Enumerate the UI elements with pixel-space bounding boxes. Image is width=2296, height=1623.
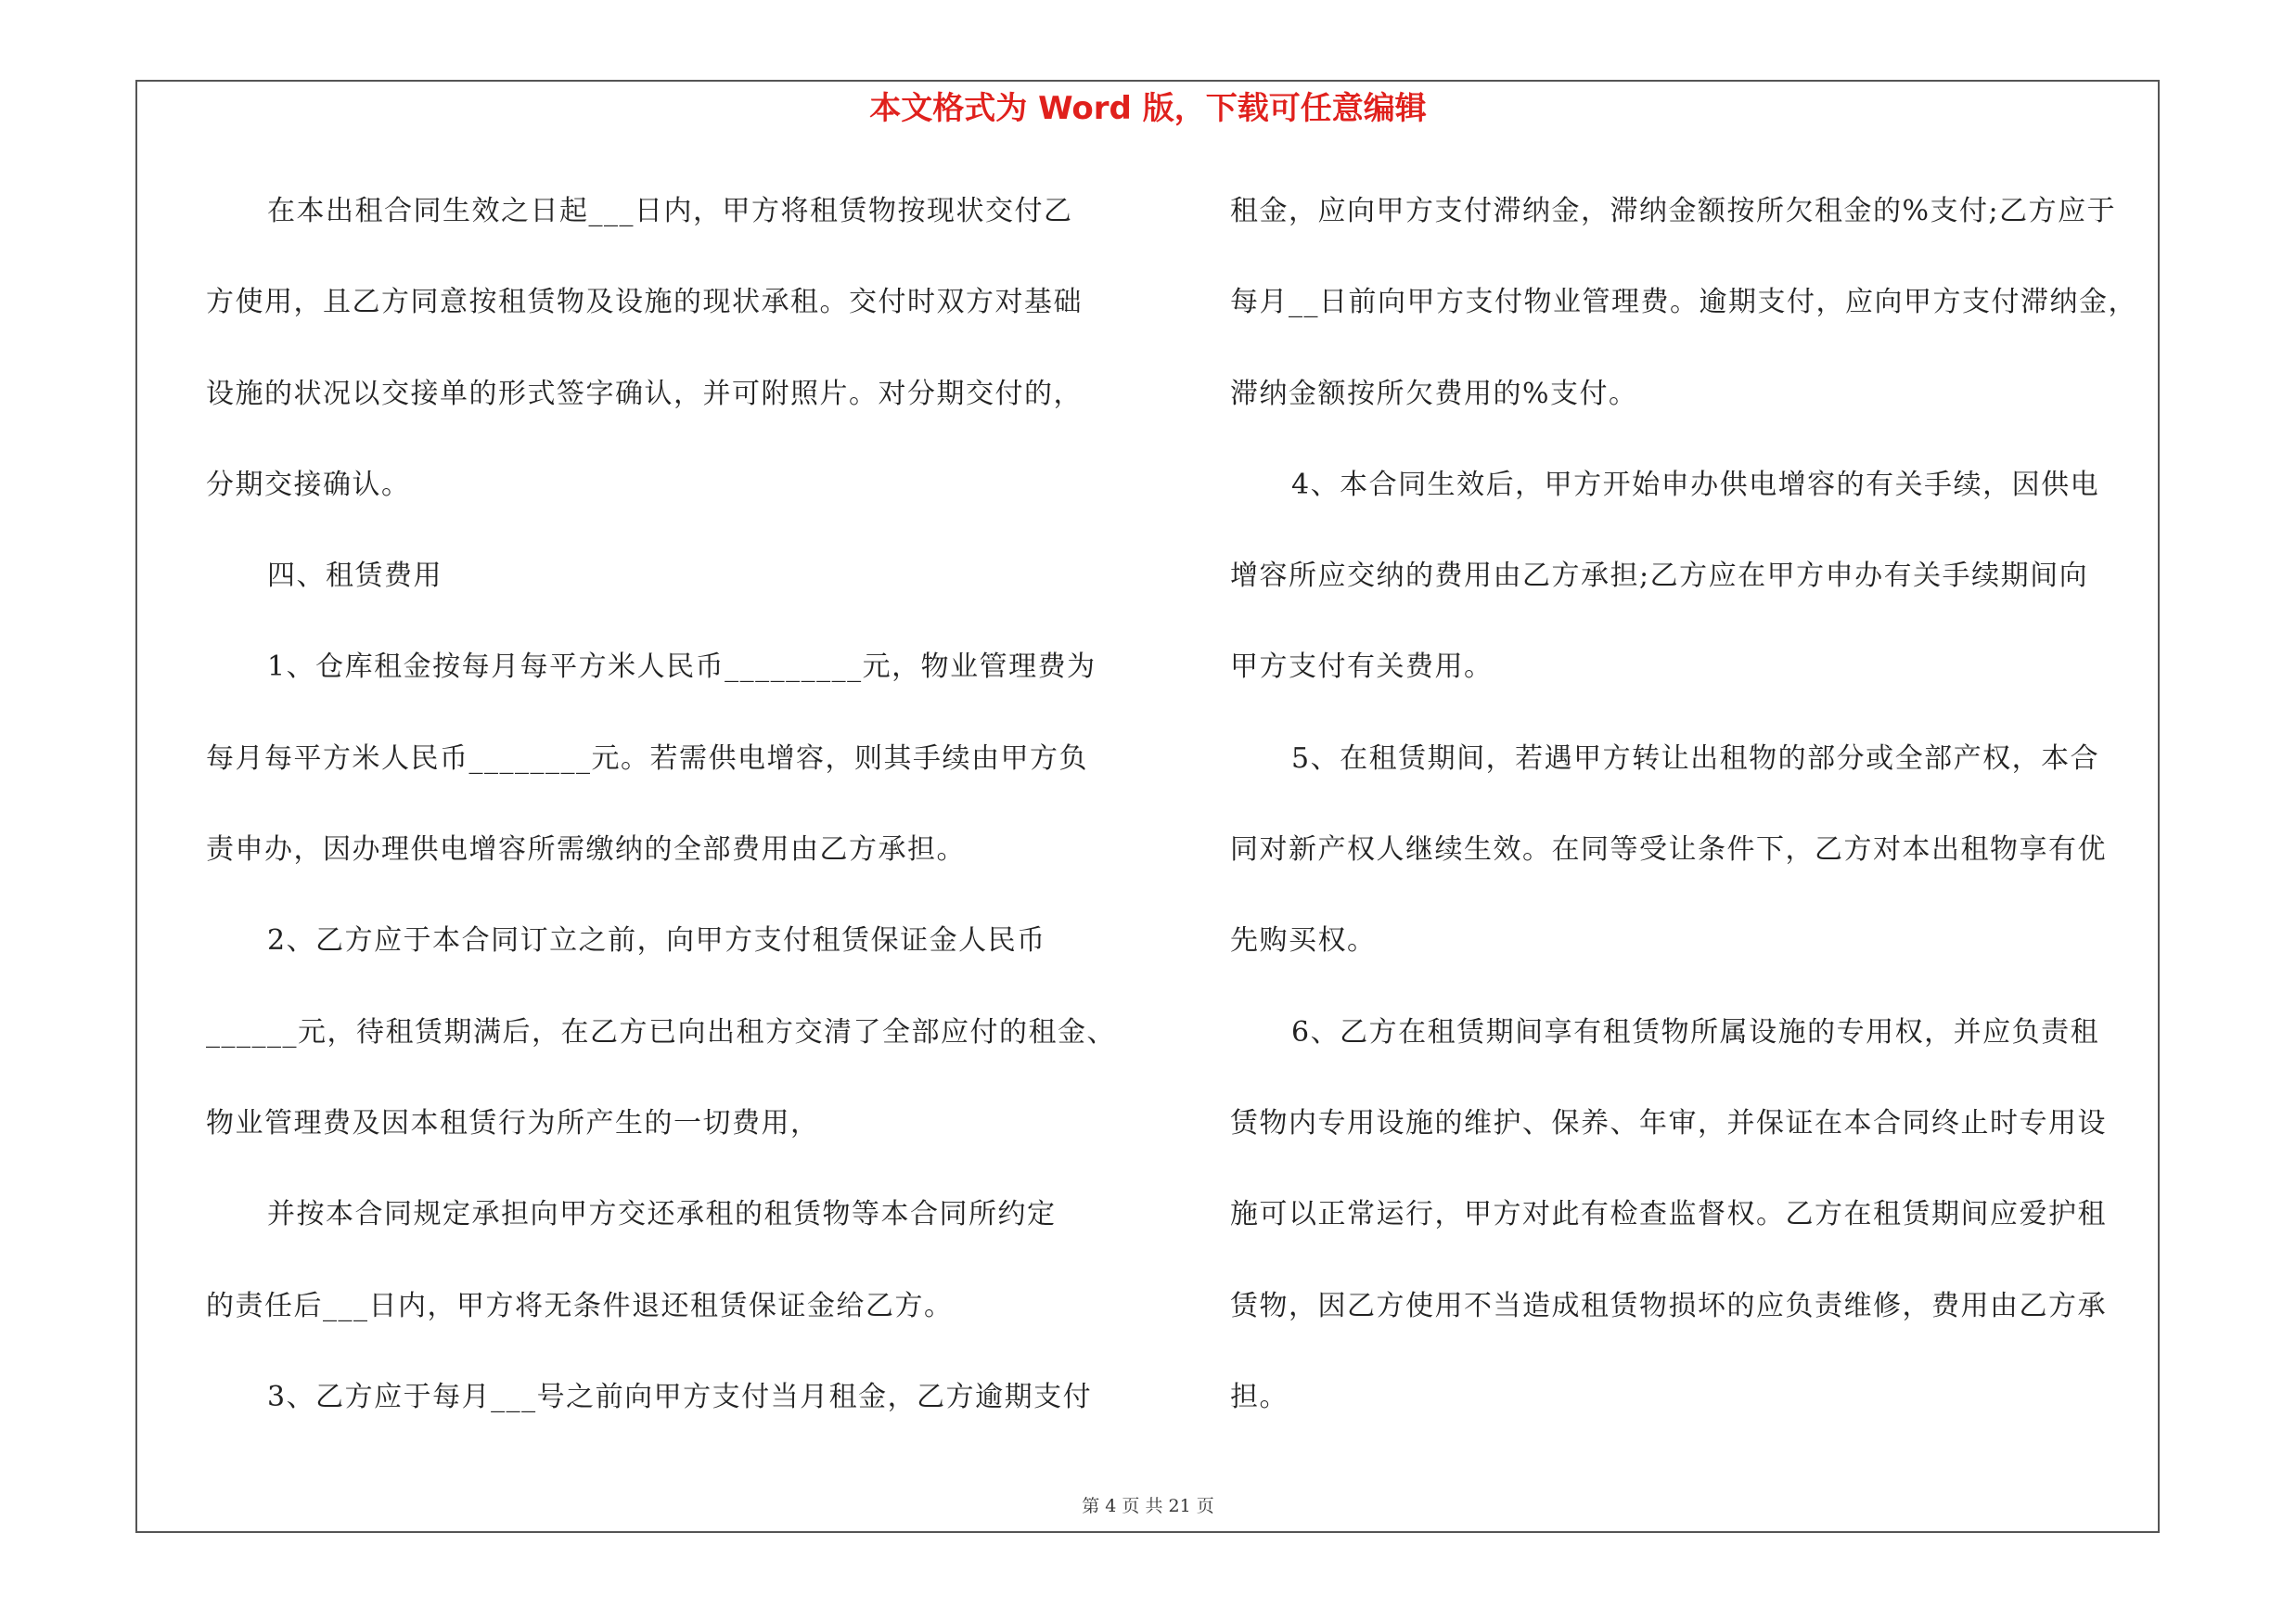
text-line: 2、乙方应于本合同订立之前，向甲方支付租赁保证金人民币 — [267, 924, 1046, 958]
text-line: 分期交接确认。 — [206, 468, 411, 501]
text-line: 每月__日前向甲方支付物业管理费。逾期支付，应向甲方支付滞纳金， — [1230, 286, 2137, 319]
left-text-column — [206, 182, 1143, 1459]
text-line: 3、乙方应于每月___号之前向甲方支付当月租金，乙方逾期支付 — [267, 1380, 1093, 1413]
text-line: 1、仓库租金按每月每平方米人民币_________元，物业管理费为 — [267, 650, 1097, 684]
text-line: 4、本合同生效后，甲方开始申办供电增容的有关手续，因供电 — [1291, 468, 2100, 501]
text-line: 方使用，且乙方同意按租赁物及设施的现状承租。交付时双方对基础 — [206, 286, 1083, 319]
text-line: 责申办，因办理供电增容所需缴纳的全部费用由乙方承担。 — [206, 833, 966, 867]
text-line: 先购买权。 — [1230, 924, 1377, 958]
text-line: 担。 — [1230, 1380, 1289, 1413]
right-text-column — [1230, 182, 2148, 1459]
text-line: 物业管理费及因本租赁行为所产生的一切费用， — [206, 1106, 820, 1140]
text-line: 并按本合同规定承担向甲方交还承租的租赁物等本合同所约定 — [267, 1198, 1057, 1231]
text-line: 设施的状况以交接单的形式签字确认，并可附照片。对分期交付的， — [206, 377, 1083, 410]
text-line: 在本出租合同生效之日起___日内，甲方将租赁物按现状交付乙 — [267, 195, 1073, 227]
page-number-footer: 第 4 页 共 21 页 — [1082, 1496, 1214, 1516]
text-line: 的责任后___日内，甲方将无条件退还租赁保证金给乙方。 — [206, 1289, 954, 1322]
text-line: 赁物，因乙方使用不当造成租赁物损坏的应负责维修，费用由乙方承 — [1230, 1289, 2107, 1322]
text-line: 每月每平方米人民币________元。若需供电增容，则其手续由甲方负 — [206, 741, 1088, 775]
text-line: 滞纳金额按所欠费用的%支付。 — [1230, 377, 1638, 410]
text-line: 甲方支付有关费用。 — [1230, 650, 1494, 684]
text-line: 四、租赁费用 — [267, 560, 443, 593]
word-format-banner: 本文格式为 Word 版，下载可任意编辑 — [869, 90, 1427, 127]
text-line: 租金，应向甲方支付滞纳金，滞纳金额按所欠租金的%支付;乙方应于 — [1230, 195, 2117, 227]
text-line: 赁物内专用设施的维护、保养、年审，并保证在本合同终止时专用设 — [1230, 1106, 2107, 1140]
text-line: ______元，待租赁期满后，在乙方已向出租方交清了全部应付的租金、 — [206, 1015, 1116, 1049]
text-line: 增容所应交纳的费用由乙方承担;乙方应在甲方申办有关手续期间向 — [1230, 560, 2089, 593]
text-line: 5、在租赁期间，若遇甲方转让出租物的部分或全部产权，本合 — [1291, 741, 2100, 775]
text-line: 6、乙方在租赁期间享有租赁物所属设施的专用权，并应负责租 — [1291, 1015, 2100, 1049]
text-line: 同对新产权人继续生效。在同等受让条件下，乙方对本出租物享有优 — [1230, 833, 2107, 867]
text-line: 施可以正常运行，甲方对此有检查监督权。乙方在租赁期间应爱护租 — [1230, 1198, 2107, 1231]
